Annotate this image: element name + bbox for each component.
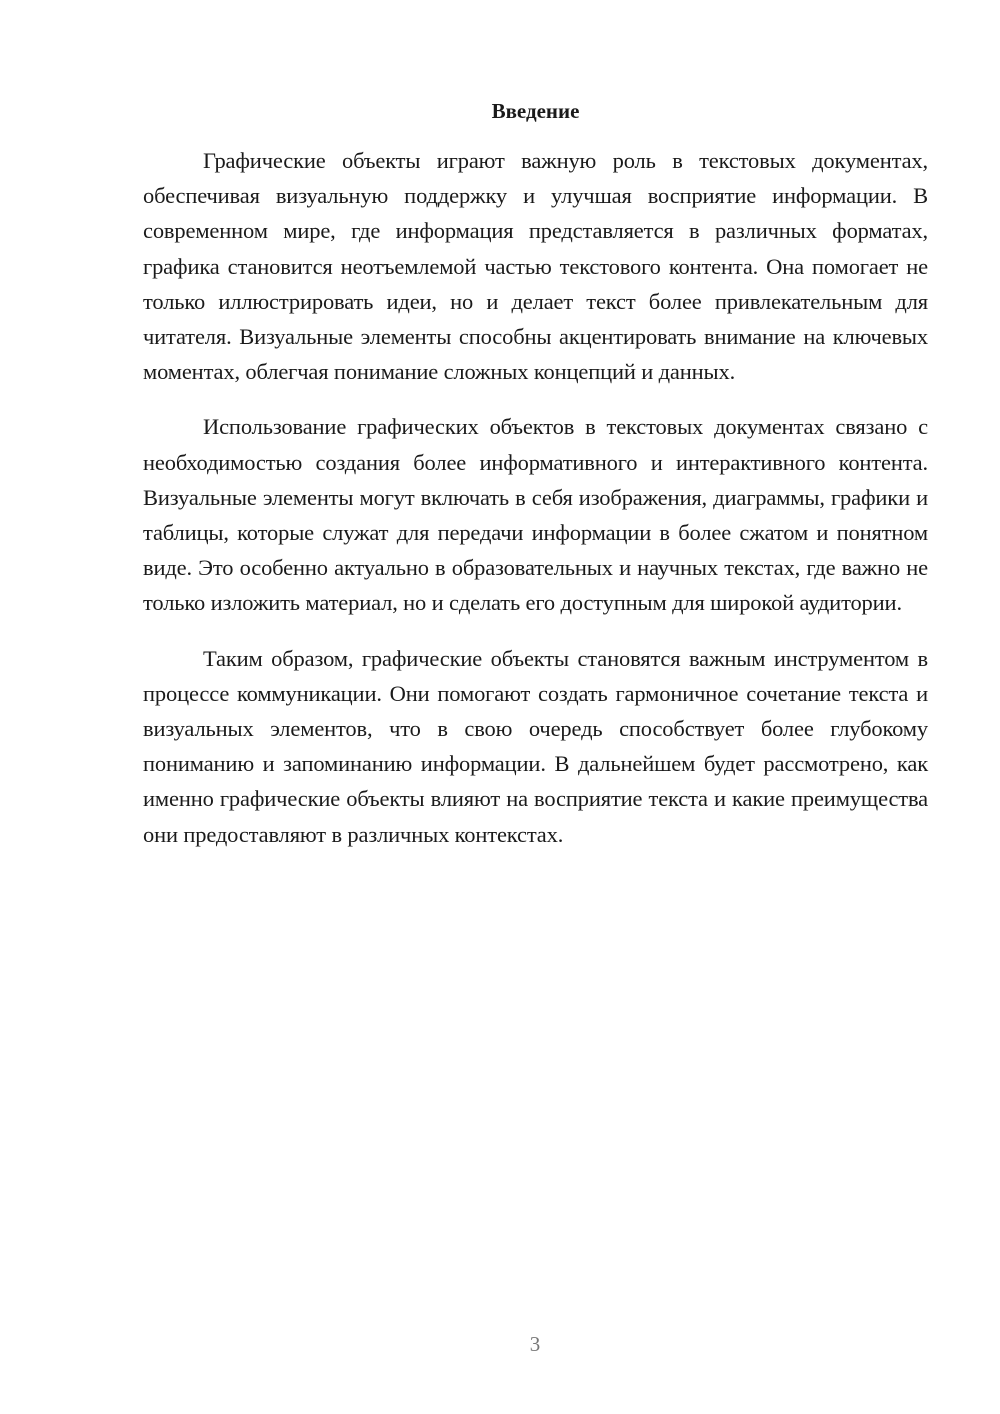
- paragraph-1: Графические объекты играют важную роль в текстовых документах, обеспечивая визуальную поддержку и улучшая восприятие информации. В современном мире, где информация представляется в различных форматах, графика становится неотъемлемой частью текстового контента. Она помогает не только иллюстрировать идеи, но и делает текст более привлекательным для читателя. Визуальные элементы способны акцентировать внимание на ключевых моментах, облегчая понимание сложных концепций и данных.: [143, 148, 928, 385]
- paragraph-3: Таким образом, графические объекты становятся важным инструментом в процессе коммуникации. Они помогают создать гармоничное сочетание текста и визуальных элементов, что в свою очередь способствует более глубокому пониманию и запоминанию информации. В дальнейшем будет рассмотрено, как именно графические объекты влияют на восприятие текста и какие преимущества они предоставляют в различных контекстах.: [143, 645, 928, 847]
- page-number: 3: [529, 1332, 541, 1356]
- section-heading: Введение: [491, 99, 580, 123]
- paragraph-2: Использование графических объектов в текстовых документах связано с необходимостью создания более информативного и интерактивного контента. Визуальные элементы могут включать в себя изображения, диаграммы, графики и таблицы, которые служат для передачи информации в более сжатом и понятном виде. Это особенно актуально в образовательных и научных текстах, где важно не только изложить материал, но и сделать его доступным для широкой аудитории.: [143, 414, 928, 616]
- body-text: [143, 143, 928, 872]
